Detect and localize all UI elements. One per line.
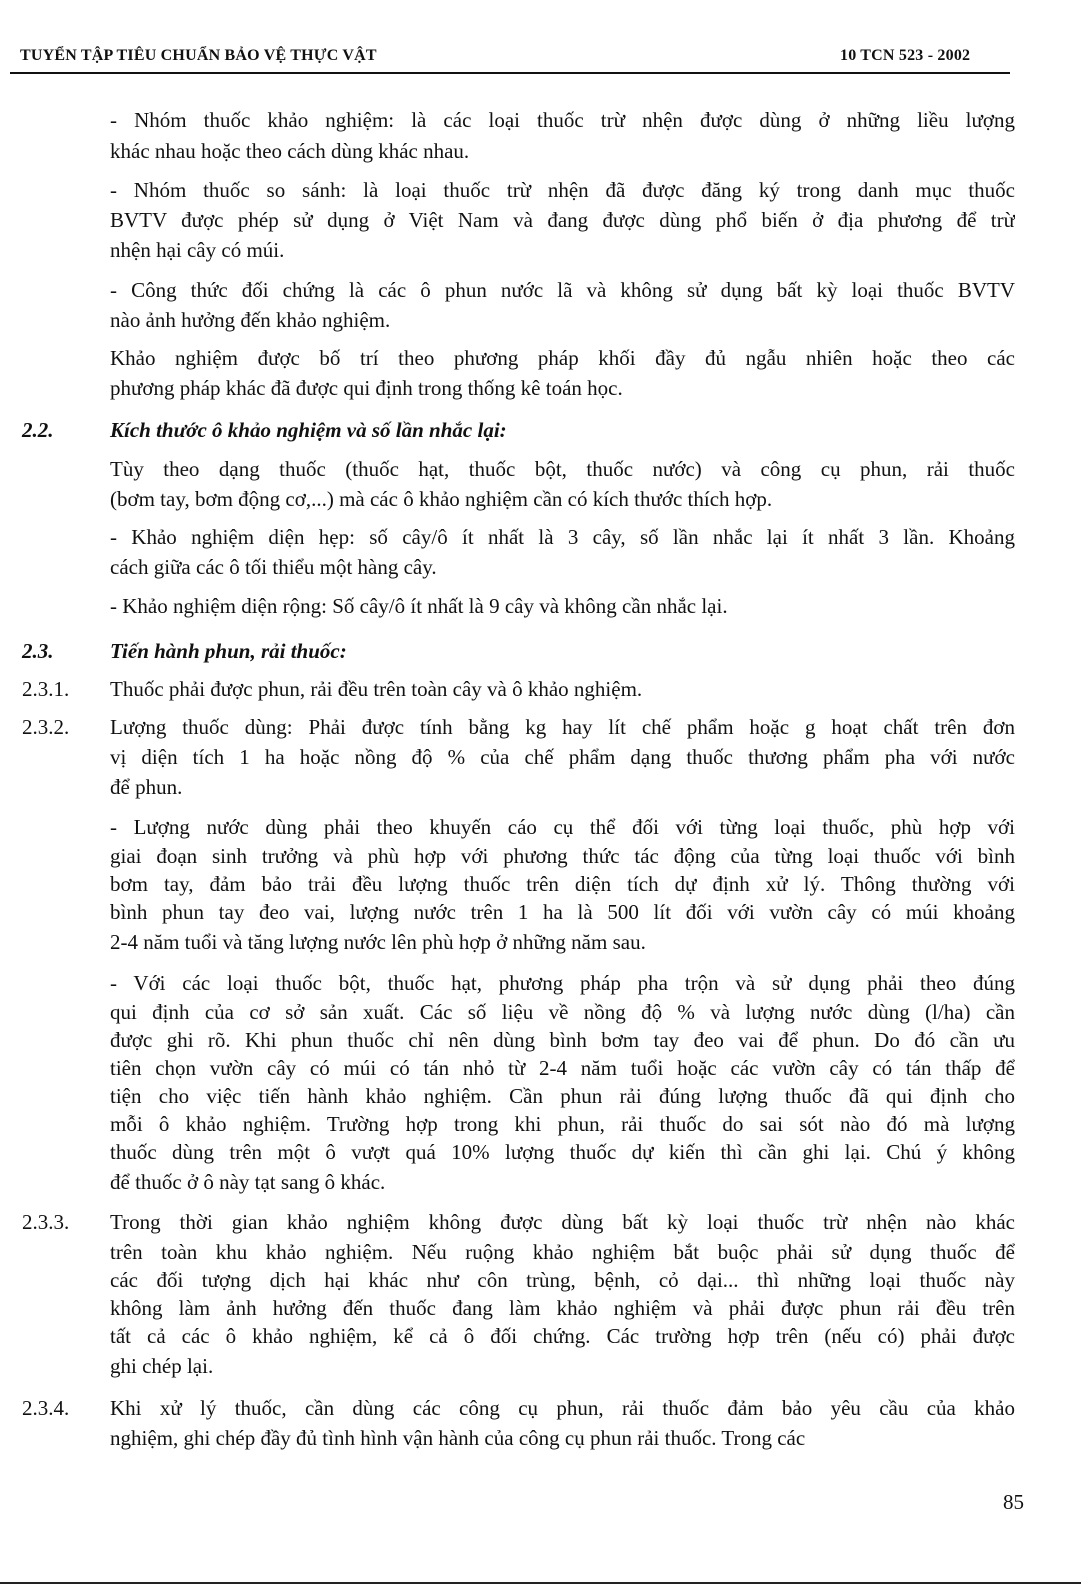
paragraph-line: qui định của cơ sở sản xuất. Các số liệu về nồng độ % và lượng nước dùng (l/ha) cần xyxy=(110,1000,1015,1024)
page-number: 85 xyxy=(1003,1490,1024,1514)
header-rule xyxy=(10,72,1010,74)
paragraph-line: trên toàn khu khảo nghiệm. Nếu ruộng khảo nghiệm bắt buộc phải sử dụng thuốc để xyxy=(110,1240,1015,1264)
paragraph-line: - Khảo nghiệm diện hẹp: số cây/ô ít nhất là 3 cây, số lần nhắc lại ít nhất 3 lần. Khoảng xyxy=(110,525,1015,549)
paragraph-line: thuốc dùng trên một ô vượt quá 10% lượng thuốc dự kiến thì cần ghi lại. Chú ý không xyxy=(110,1140,1015,1164)
paragraph-line: Khi xử lý thuốc, cần dùng các công cụ phun, rải thuốc đảm bảo yêu cầu của khảo xyxy=(110,1396,1015,1420)
section-number: 2.2. xyxy=(22,418,54,442)
paragraph-line: Tùy theo dạng thuốc (thuốc hạt, thuốc bột, thuốc nước) và công cụ phun, rải thuốc xyxy=(110,457,1015,481)
section-number: 2.3.4. xyxy=(22,1396,70,1420)
paragraph-line: giai đoạn sinh trưởng và phù hợp với phương thức tác động của từng loại thuốc với bình xyxy=(110,844,1015,868)
paragraph-line: - Công thức đối chứng là các ô phun nước lã và không sử dụng bất kỳ loại thuốc BVTV xyxy=(110,278,1015,302)
paragraph-line: để phun. xyxy=(110,775,183,799)
paragraph-line: nghiệm, ghi chép đầy đủ tình hình vận hành của công cụ phun rải thuốc. Trong các xyxy=(110,1426,806,1450)
paragraph-line: nhện hại cây có múi. xyxy=(110,238,285,262)
paragraph-line: cách giữa các ô tối thiểu một hàng cây. xyxy=(110,555,437,579)
paragraph-line: 2-4 năm tuổi và tăng lượng nước lên phù hợp ở những năm sau. xyxy=(110,930,646,954)
paragraph-line: - Với các loại thuốc bột, thuốc hạt, phương pháp pha trộn và sử dụng phải theo đúng xyxy=(110,971,1015,995)
section-heading: Kích thước ô khảo nghiệm và số lần nhắc lại: xyxy=(110,418,507,442)
paragraph-line: Khảo nghiệm được bố trí theo phương pháp khối đầy đủ ngẫu nhiên hoặc theo các xyxy=(110,346,1015,370)
paragraph-line: Trong thời gian khảo nghiệm không được dùng bất kỳ loại thuốc trừ nhện nào khác xyxy=(110,1210,1015,1234)
page-bottom-edge xyxy=(0,1582,1081,1584)
section-number: 2.3. xyxy=(22,639,54,663)
paragraph-line: - Lượng nước dùng phải theo khuyến cáo cụ thể đối với từng loại thuốc, phù hợp với xyxy=(110,815,1015,839)
paragraph-line: tiên chọn vườn cây có múi có tán nhỏ từ 2-4 năm tuổi hoặc các vườn cây có tán thấp để xyxy=(110,1056,1015,1080)
paragraph-line: (bơm tay, bơm động cơ,...) mà các ô khảo nghiệm cần có kích thước thích hợp. xyxy=(110,487,773,511)
paragraph-line: Thuốc phải được phun, rải đều trên toàn cây và ô khảo nghiệm. xyxy=(110,677,643,701)
section-number: 2.3.1. xyxy=(22,677,70,701)
paragraph-line: - Nhóm thuốc khảo nghiệm: là các loại thuốc trừ nhện được dùng ở những liều lượng xyxy=(110,108,1015,132)
paragraph-line: không làm ảnh hưởng đến thuốc đang làm khảo nghiệm và phải được phun rải đều trên xyxy=(110,1296,1015,1320)
section-number: 2.3.2. xyxy=(22,715,70,739)
section-heading: Tiến hành phun, rải thuốc: xyxy=(110,639,347,663)
paragraph-line: vị diện tích 1 ha hoặc nồng độ % của chế phẩm dạng thuốc thương phẩm pha với nước xyxy=(110,745,1015,769)
paragraph-line: tiện cho việc tiến hành khảo nghiệm. Cần phun rải đúng lượng thuốc đã qui định cho xyxy=(110,1084,1015,1108)
paragraph-line: - Nhóm thuốc so sánh: là loại thuốc trừ nhện đã được đăng ký trong danh mục thuốc xyxy=(110,178,1015,202)
paragraph-line: BVTV được phép sử dụng ở Việt Nam và đang được dùng phổ biến ở địa phương để trừ xyxy=(110,208,1015,232)
paragraph-line: ghi chép lại. xyxy=(110,1354,214,1378)
paragraph-line: các đối tượng dịch hại khác như côn trùng, bệnh, cỏ dại... thì những loại thuốc này xyxy=(110,1268,1015,1292)
section-number: 2.3.3. xyxy=(22,1210,70,1234)
paragraph-line: bình phun tay đeo vai, lượng nước trên 1 ha là 500 lít đối với vườn cây có múi khoảng xyxy=(110,900,1015,924)
paragraph-line: nào ảnh hưởng đến khảo nghiệm. xyxy=(110,308,391,332)
paragraph-line: để thuốc ở ô này tạt sang ô khác. xyxy=(110,1170,386,1194)
running-header-title: TUYỂN TẬP TIÊU CHUẨN BẢO VỆ THỰC VẬT xyxy=(20,47,377,64)
paragraph-line: Lượng thuốc dùng: Phải được tính bằng kg hay lít chế phẩm hoặc g hoạt chất trên đơn xyxy=(110,715,1015,739)
paragraph-line: phương pháp khác đã được qui định trong thống kê toán học. xyxy=(110,376,623,400)
paragraph-line: bơm tay, đảm bảo trải đều lượng thuốc trên diện tích dự định xử lý. Thông thường với xyxy=(110,872,1015,896)
paragraph-line: - Khảo nghiệm diện rộng: Số cây/ô ít nhất là 9 cây và không cần nhắc lại. xyxy=(110,594,728,618)
paragraph-line: mỗi ô khảo nghiệm. Trường hợp trong khi phun, rải thuốc do sai sót nào đó mà lượng xyxy=(110,1112,1015,1136)
paragraph-line: khác nhau hoặc theo cách dùng khác nhau. xyxy=(110,139,470,163)
paragraph-line: tất cả các ô khảo nghiệm, kể cả ô đối chứng. Các trường hợp trên (nếu có) phải được xyxy=(110,1324,1015,1348)
paragraph-line: được ghi rõ. Khi phun thuốc chỉ nên dùng bình bơm tay đeo vai để phun. Do đó cần ưu xyxy=(110,1028,1015,1052)
standard-code: 10 TCN 523 - 2002 xyxy=(840,47,971,64)
